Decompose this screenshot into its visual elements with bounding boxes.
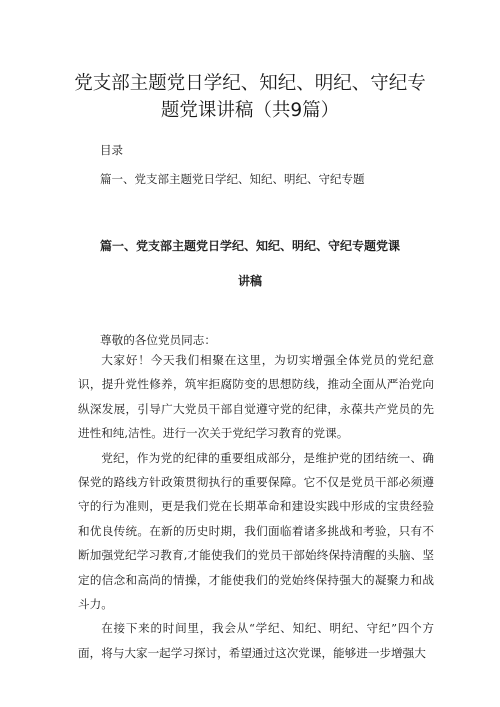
section-title-line1: 篇一、党支部主题党日学纪、知纪、明纪、守纪专题党课 — [99, 239, 400, 253]
paragraph: 大家好！今天我们相聚在这里，为切实增强全体党员的党纪意识，提升党性修养，筑牢拒腐防变的思想防线，推动全面从严治党向纵深发展，引导广大党员干部自觉遵守党的纪律，永葆共产党员的先进性和纯,洁性。进行一次关于党纪学习教育的党课。 — [78, 353, 434, 441]
document-title-line2: 题党课讲稿（共9篇） — [160, 100, 340, 121]
salutation: 尊敬的各位党员同志： — [100, 333, 216, 347]
paragraph: 在接下来的时间里，我会从“学纪、知纪、明纪、守纪”四个方面，将与大家一起学习探讨，希望通过这次党课，能够进一步增强大 — [78, 621, 434, 660]
toc-heading: 目录 — [100, 143, 123, 157]
paragraph: 党纪，作为党的纪律的重要组成部分，是维护党的团结统一、确保党的路线方针政策贯彻执行的重要保障。它不仅是党员干部必须遵守的行为准则，更是我们党在长期革命和建设实践中形成的宝贵经验和优良传统。在新的历史时期，我们面临着诸多挑战和考验，只有不断加强党纪学习教育,才能使我们的党员干部始终保持清醒的头脑、坚定的信念和高尚的情操，才能使我们的党始终保持强大的凝聚力和战斗力。 — [78, 450, 434, 612]
body-text — [78, 348, 434, 665]
section-title-line2: 讲稿 — [237, 274, 262, 288]
document-title-line1: 党支部主题党日学纪、知纪、明纪、守纪专 — [74, 73, 426, 94]
toc-item[interactable]: 篇一、党支部主题党日学纪、知纪、明纪、守纪专题 — [100, 172, 365, 186]
